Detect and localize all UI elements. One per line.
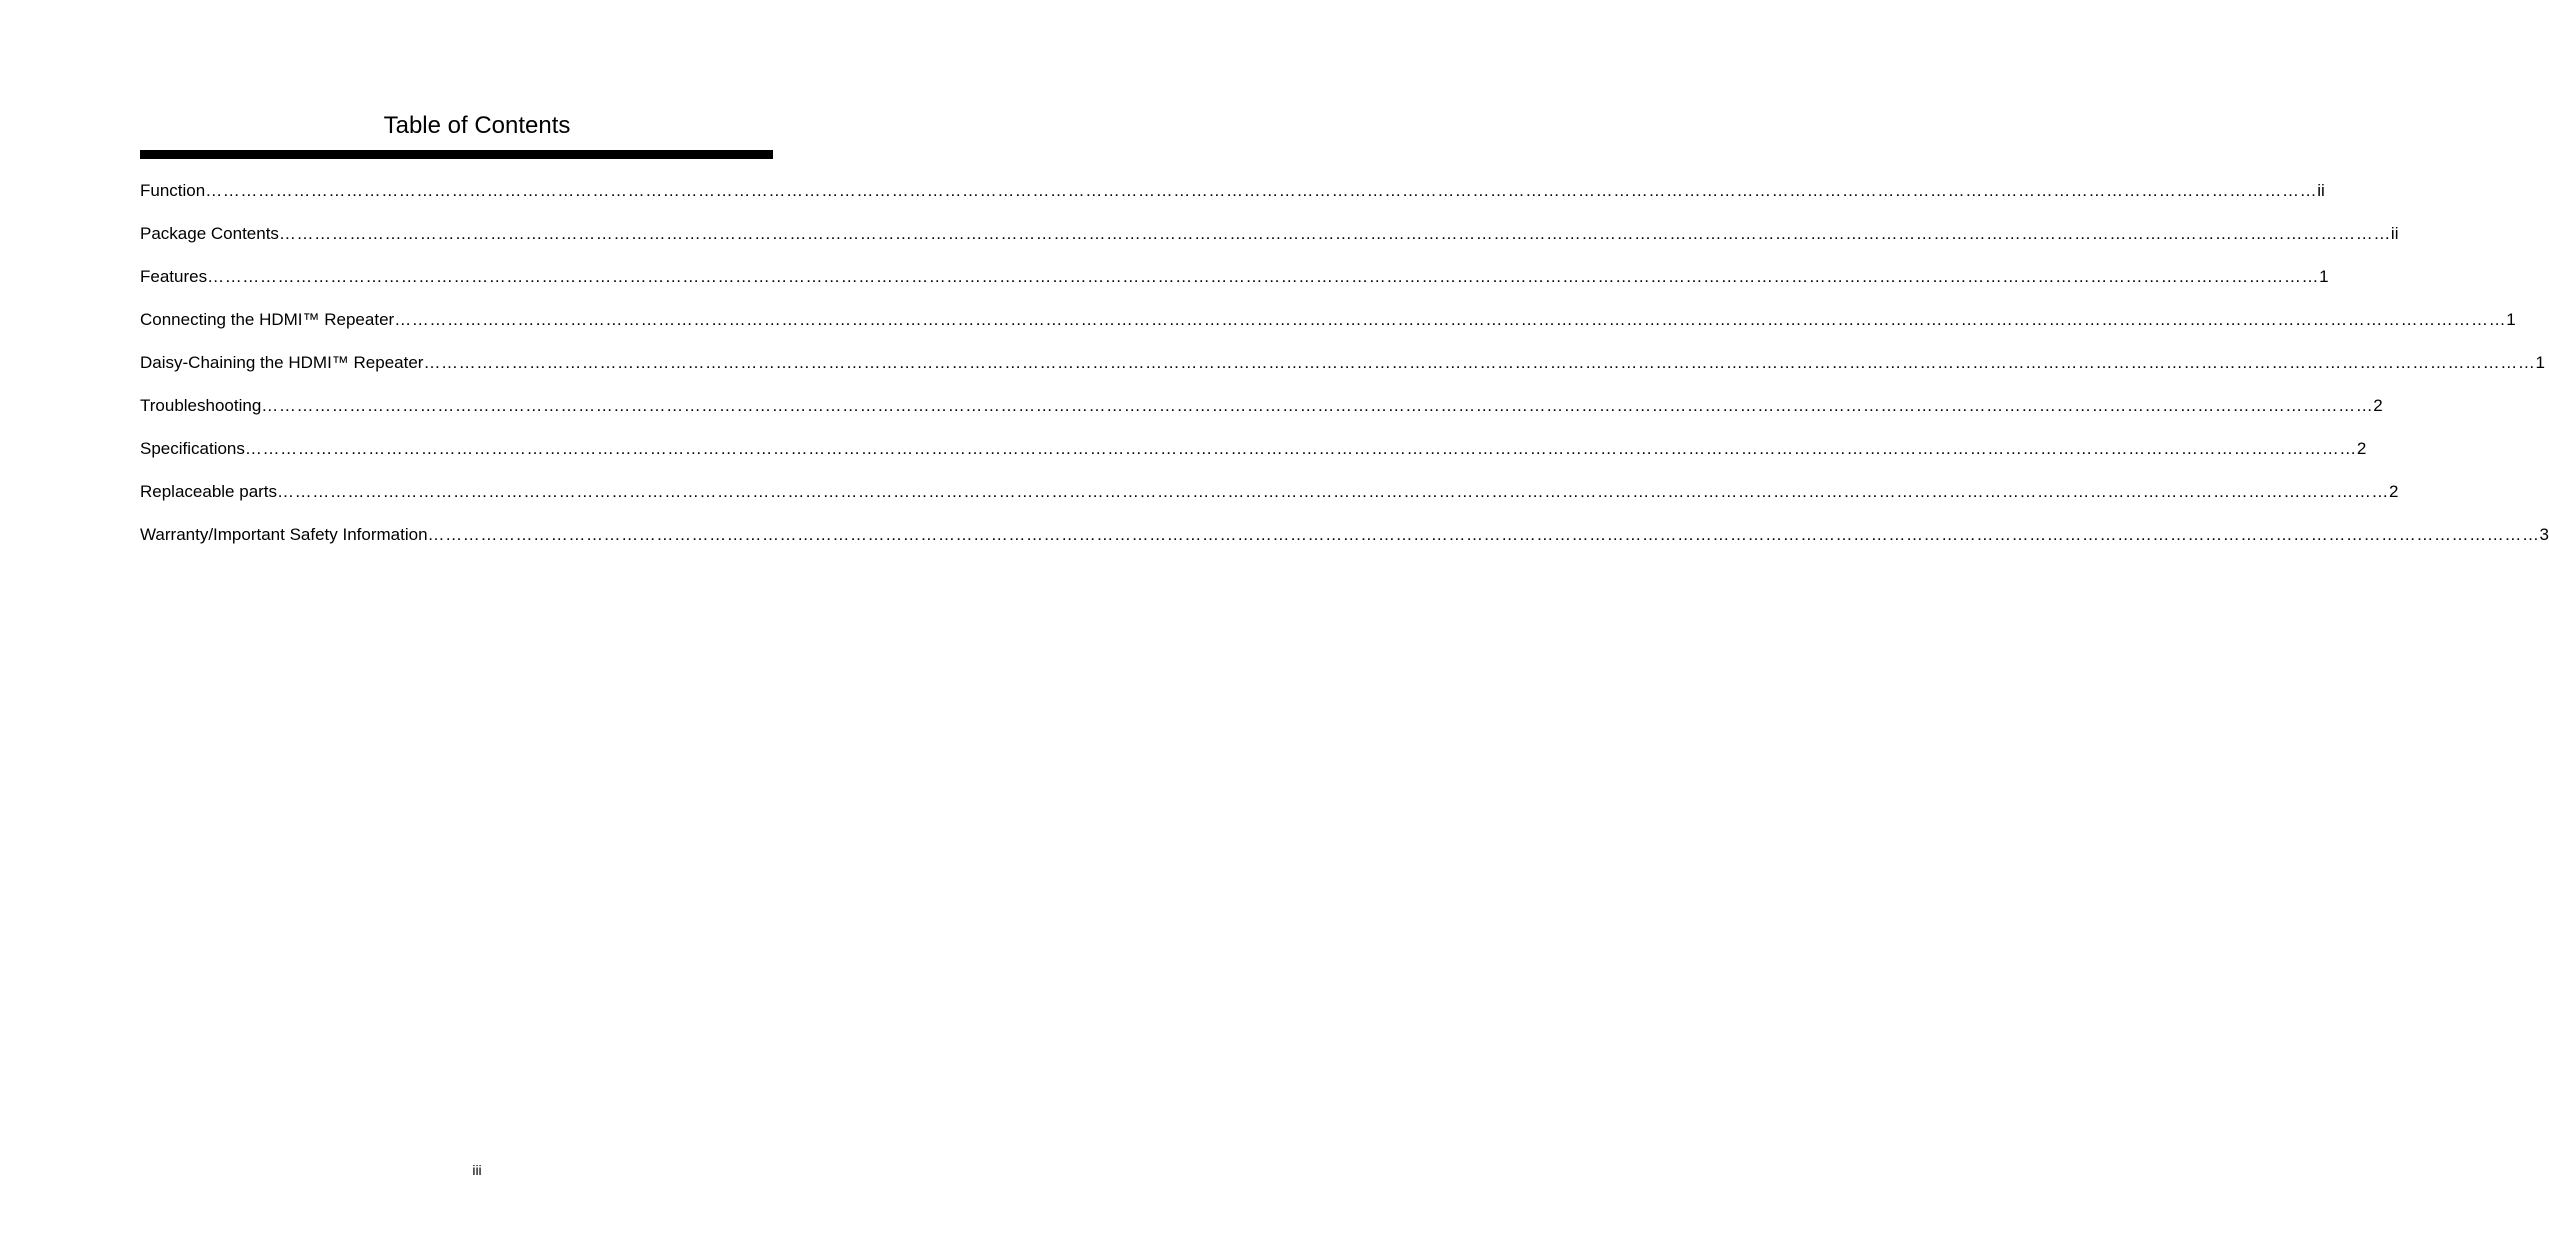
toc-entry-label: Package Contents [140,224,279,243]
toc-entry[interactable] [140,479,2399,522]
toc-entry-page: ii [2317,181,2325,200]
toc-dot-leader: ……………………………………………………………………………………………………………………………………………………………………………………………………………………………………………………………………………………………………………………………… [427,525,2540,544]
toc-entry[interactable] [140,221,2399,264]
toc-entry[interactable] [140,178,2325,221]
toc-dot-leader: ……………………………………………………………………………………………………………………………………………………………………………………………………………………………………………………………………………………………………………………………… [244,439,2357,458]
toc-dot-leader: ……………………………………………………………………………………………………………………………………………………………………………………………………………………………………………………………………………………………………………………………… [277,482,2390,501]
toc-entry-page: 2 [2389,482,2399,501]
title-underline-rule [140,150,773,159]
toc-entry-page: 1 [2506,310,2516,329]
toc-entry[interactable] [140,436,2367,479]
toc-entry-page: 1 [2535,353,2545,372]
page-title: Table of Contents [383,112,571,139]
toc-entry-label: Replaceable parts [140,482,278,501]
toc-dot-leader: ……………………………………………………………………………………………………………………………………………………………………………………………………………………………………………………………………………………………………………………………… [423,353,2536,372]
toc-entry[interactable] [140,350,2545,393]
toc-entry-label: Specifications [140,439,245,458]
toc-entry-page: 2 [2356,439,2367,458]
toc-entry-label: Features [140,267,208,286]
toc-entry-label: Daisy-Chaining the HDMI™ Repeater [140,353,424,372]
toc-entry-label: Connecting the HDMI™ Repeater [140,310,395,329]
toc-entry-page: 1 [2319,267,2329,286]
toc-entry[interactable] [140,522,2549,565]
toc-dot-leader: ……………………………………………………………………………………………………………………………………………………………………………………………………………………………………………………………………………………………………………………………… [205,181,2318,200]
toc-entry-label: Troubleshooting [140,396,262,415]
toc-dot-leader: ……………………………………………………………………………………………………………………………………………………………………………………………………………………………………………………………………………………………………………………………… [261,396,2374,415]
table-of-contents-list [140,178,2549,565]
toc-entry-page: 2 [2373,396,2383,415]
toc-entry-page: 3 [2539,525,2549,544]
toc-dot-leader: ……………………………………………………………………………………………………………………………………………………………………………………………………………………………………………………………………………………………………………………………… [207,267,2320,286]
toc-entry[interactable] [140,264,2329,307]
toc-entry-label: Warranty/Important Safety Information [140,525,428,544]
toc-entry[interactable] [140,307,2516,350]
toc-dot-leader: ……………………………………………………………………………………………………………………………………………………………………………………………………………………………………………………………………………………………………………………………… [278,224,2391,243]
page-number: iii [472,1162,482,1178]
toc-dot-leader: ……………………………………………………………………………………………………………………………………………………………………………………………………………………………………………………………………………………………………………………………… [394,310,2507,329]
toc-entry-page: ii [2390,224,2399,243]
toc-entry[interactable] [140,393,2383,436]
toc-entry-label: Function [140,181,206,200]
